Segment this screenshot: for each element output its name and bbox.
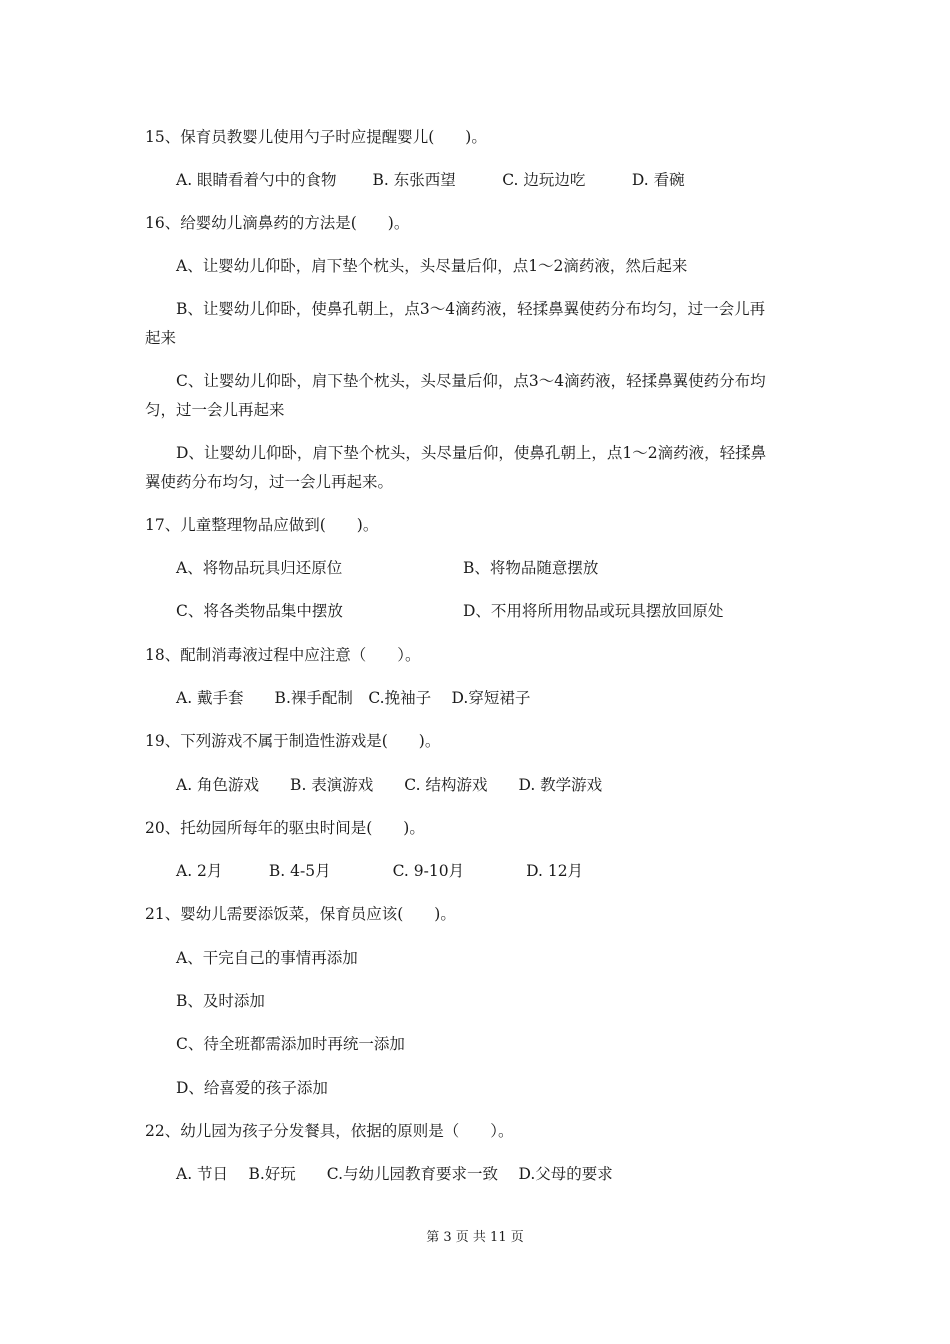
question-22-stem: 22、幼儿园为孩子分发餐具，依据的原则是（ ）。 <box>145 1122 514 1140</box>
question-22-options: A. 节日 B.好玩 C.与幼儿园教育要求一致 D.父母的要求 <box>176 1165 613 1183</box>
question-15-stem: 15、保育员教婴儿使用勺子时应提醒婴儿( )。 <box>145 128 487 146</box>
question-16-option-c: C、让婴幼儿仰卧，肩下垫个枕头，头尽量后仰，点3～4滴药液，轻揉鼻翼使药分布均 <box>176 372 766 390</box>
question-16-option-c-continued: 匀，过一会儿再起来 <box>145 401 285 419</box>
question-17-option-c: C、将各类物品集中摆放 <box>176 602 343 620</box>
question-15-options: A. 眼睛看着勺中的食物 B. 东张西望 C. 边玩边吃 D. 看碗 <box>176 171 685 189</box>
question-17-option-d: D、不用将所用物品或玩具摆放回原处 <box>463 602 724 620</box>
question-18-options: A. 戴手套 B.裸手配制 C.挽袖子 D.穿短裙子 <box>176 689 531 707</box>
question-21-option-b: B、及时添加 <box>176 992 265 1010</box>
question-21-stem: 21、婴幼儿需要添饭菜，保育员应该( )。 <box>145 905 456 923</box>
question-20-options: A. 2月 B. 4-5月 C. 9-10月 D. 12月 <box>176 862 584 880</box>
question-16-option-a: A、让婴幼儿仰卧，肩下垫个枕头，头尽量后仰，点1～2滴药液，然后起来 <box>176 257 688 275</box>
question-16-option-d-continued: 翼使药分布均匀，过一会儿再起来。 <box>145 473 394 491</box>
question-21-option-d: D、给喜爱的孩子添加 <box>176 1079 328 1097</box>
question-21-option-c: C、待全班都需添加时再统一添加 <box>176 1035 405 1053</box>
question-16-stem: 16、给婴幼儿滴鼻药的方法是( )。 <box>145 214 410 232</box>
page-number-footer: 第 3 页 共 11 页 <box>426 1230 524 1245</box>
question-19-options: A. 角色游戏 B. 表演游戏 C. 结构游戏 D. 教学游戏 <box>176 776 603 794</box>
question-19-stem: 19、下列游戏不属于制造性游戏是( )。 <box>145 732 441 750</box>
question-18-stem: 18、配制消毒液过程中应注意（ ）。 <box>145 646 421 664</box>
question-16-option-b-continued: 起来 <box>145 329 177 347</box>
question-16-option-d: D、让婴幼儿仰卧，肩下垫个枕头，头尽量后仰，使鼻孔朝上，点1～2滴药液，轻揉鼻 <box>176 444 767 462</box>
question-20-stem: 20、托幼园所每年的驱虫时间是( )。 <box>145 819 425 837</box>
question-17-stem: 17、儿童整理物品应做到( )。 <box>145 516 379 534</box>
question-21-option-a: A、干完自己的事情再添加 <box>176 949 358 967</box>
question-17-option-b: B、将物品随意摆放 <box>463 559 599 577</box>
question-17-option-a: A、将物品玩具归还原位 <box>176 559 343 577</box>
question-16-option-b: B、让婴幼儿仰卧，使鼻孔朝上，点3～4滴药液，轻揉鼻翼使药分布均匀，过一会儿再 <box>176 300 766 318</box>
